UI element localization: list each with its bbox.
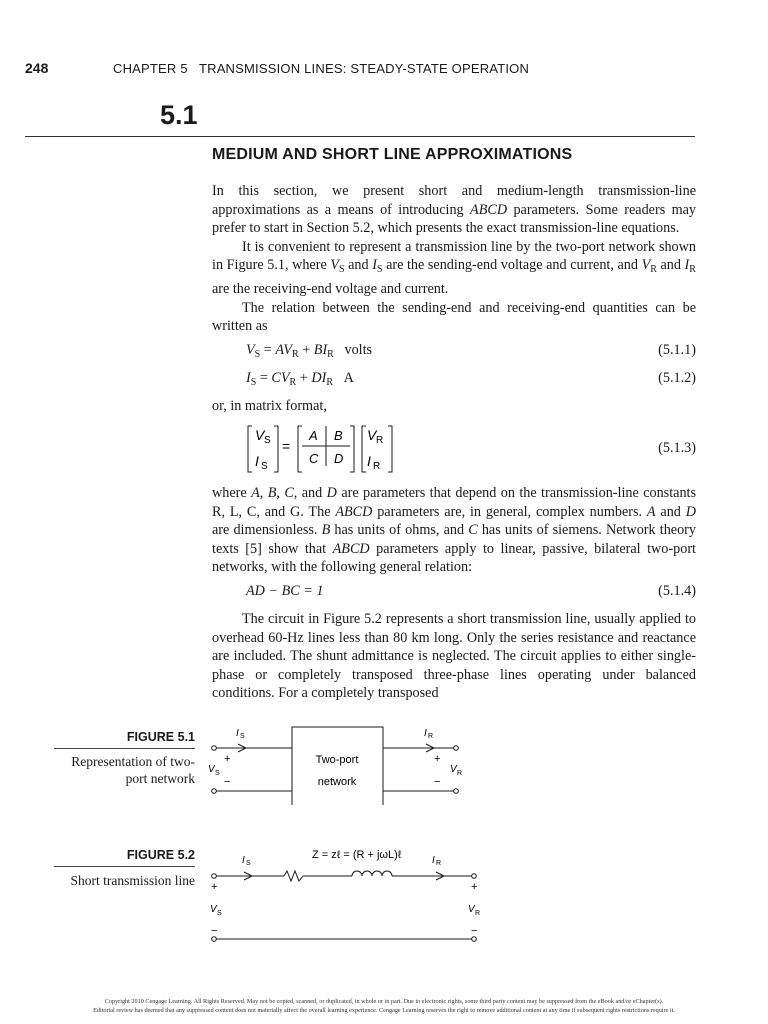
svg-text:B: B xyxy=(334,428,343,443)
equation-number: (5.1.4) xyxy=(658,583,696,599)
svg-text:D: D xyxy=(334,451,344,466)
running-header: CHAPTER 5 TRANSMISSION LINES: STEADY-STATE OPERATION xyxy=(113,61,530,76)
svg-text:R: R xyxy=(457,770,463,777)
svg-text:S: S xyxy=(215,770,220,777)
svg-text:C: C xyxy=(309,451,319,466)
figure-5-2-diagram xyxy=(200,840,490,950)
svg-text:=: = xyxy=(282,438,291,454)
paragraph-5: where A, B, C, and D are parameters that depend on the transmission-line constants R, L, C, and G. The ABCD parameters are, in general, complex numbers. A and D are dimensionless. B has units of ohms, and C has units of siemens. Network theory texts [5] show that ABCD parameters apply to linear, passive, bilateral two-port networks, with the following general relation: xyxy=(212,485,696,576)
svg-text:network: network xyxy=(317,776,357,788)
svg-text:Z = zℓ = (R + jωL)ℓ: Z = zℓ = (R + jωL)ℓ xyxy=(312,849,402,861)
svg-text:S: S xyxy=(246,860,251,867)
svg-text:R: R xyxy=(376,435,384,446)
inductor-icon xyxy=(352,871,392,876)
svg-text:I: I xyxy=(255,453,259,469)
equation-number: (5.1.2) xyxy=(658,370,696,386)
equation-number: (5.1.1) xyxy=(658,342,696,358)
figure-5-1-caption: Representation of two- port network xyxy=(71,754,195,786)
section-rule xyxy=(25,136,695,137)
figure-5-1-label: FIGURE 5.1 xyxy=(126,730,195,744)
svg-text:V: V xyxy=(450,764,457,775)
copyright-footer: Copyright 2010 Cengage Learning. All Rights Reserved. May not be copied, scanned, or duplicated, in whole or in part. Due to electronic rights, some third party content may be suppressed from the eBook and/or eChapter(s). Editorial review has deemed that any suppressed content does not materially affect the overall learning experience. Cengage Learning reserves the right to remove additional content at any time if subsequent rights restrictions require it. xyxy=(93,998,675,1014)
svg-text:−: − xyxy=(434,776,441,788)
svg-text:R: R xyxy=(373,461,381,472)
paragraph-1: In this section, we present short and medium-length transmission-line approximations as a means of introducing ABCD parameters. Some readers may prefer to start in Section 5.2, which presents the exact transmission-line equations. xyxy=(212,183,696,237)
paragraph-4: or, in matrix format, xyxy=(212,398,327,414)
section-title: MEDIUM AND SHORT LINE APPROXIMATIONS xyxy=(212,146,573,163)
svg-text:I: I xyxy=(242,855,245,866)
figure-5-2-rule xyxy=(54,866,195,867)
two-port-box xyxy=(292,727,383,805)
svg-text:Two-port: Two-port xyxy=(315,754,359,766)
svg-text:R: R xyxy=(475,910,481,917)
svg-text:V: V xyxy=(208,764,215,775)
svg-text:R: R xyxy=(428,733,434,740)
svg-text:−: − xyxy=(211,925,218,937)
resistor-icon xyxy=(284,871,303,881)
svg-text:−: − xyxy=(471,925,478,937)
svg-text:A: A xyxy=(309,428,318,443)
svg-text:S: S xyxy=(261,461,268,472)
paragraph-3: The relation between the sending-end and receiving-end quantities can be written as xyxy=(212,299,696,335)
svg-text:S: S xyxy=(240,733,245,740)
svg-text:V: V xyxy=(255,427,265,443)
svg-text:I: I xyxy=(236,728,239,739)
svg-text:I: I xyxy=(424,728,427,739)
body-text-block-1 xyxy=(212,182,696,336)
svg-text:+: + xyxy=(471,881,478,893)
figure-5-2-caption: Short transmission line xyxy=(70,873,195,888)
svg-text:I: I xyxy=(432,855,435,866)
svg-text:R: R xyxy=(436,860,442,867)
equation-5-1-1: $V_S = AV_R + BI_R$ volts (5.1.1) xyxy=(246,342,696,360)
page-number: 248 xyxy=(25,60,49,76)
svg-text:−: − xyxy=(224,776,231,788)
matrix-equation-5-1-3 xyxy=(244,422,404,476)
figure-5-1-diagram xyxy=(200,720,480,805)
svg-text:+: + xyxy=(434,753,441,765)
equation-5-1-4: AD − BC = 1 (5.1.4) xyxy=(246,583,696,599)
paragraph-2: It is convenient to represent a transmission line by the two-port network shown in Figure 5.1, where $V_S$ and $I_S$ are the sending-end voltage and current, and $V_R$ and $I_R$ are the receiving-end voltage and current. xyxy=(212,238,696,297)
svg-text:S: S xyxy=(217,910,222,917)
figure-5-1-rule xyxy=(54,748,195,749)
svg-text:S: S xyxy=(264,435,271,446)
paragraph-6: The circuit in Figure 5.2 represents a short transmission line, usually applied to overhead 60-Hz lines less than 80 km long. Only the series resistance and reactance are included. The shunt admittance is neglected. The circuit applies to either single-phase or completely transposed three-phase lines operating under balanced conditions. For a completely transposed xyxy=(212,611,696,702)
equation-5-1-2: $I_S = CV_R + DI_R$ A (5.1.2) xyxy=(246,370,696,388)
svg-text:I: I xyxy=(367,453,371,469)
svg-text:+: + xyxy=(224,753,231,765)
svg-text:V: V xyxy=(468,904,475,915)
svg-text:V: V xyxy=(210,904,217,915)
section-number: 5.1 xyxy=(160,100,198,130)
svg-text:+: + xyxy=(211,881,218,893)
figure-5-2-label: FIGURE 5.2 xyxy=(126,848,195,862)
svg-text:V: V xyxy=(367,427,377,443)
equation-number: (5.1.3) xyxy=(658,440,696,456)
